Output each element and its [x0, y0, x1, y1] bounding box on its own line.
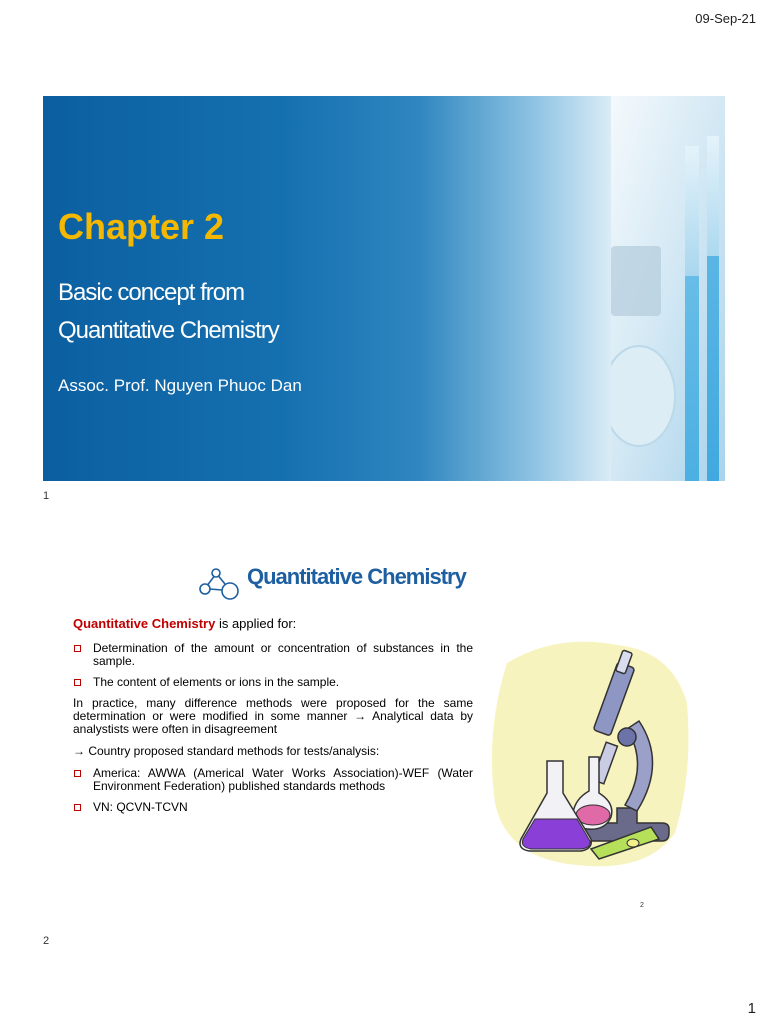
slide-number-2: 2 — [43, 935, 50, 947]
author-name: Assoc. Prof. Nguyen Phuoc Dan — [58, 376, 302, 395]
list-item — [73, 676, 473, 689]
title-slide — [43, 96, 725, 481]
page-number: 1 — [747, 1000, 756, 1017]
list-item — [73, 767, 473, 793]
subtitle-line-2: Quantitative Chemistry — [58, 317, 279, 344]
intro-text: is applied for: — [215, 616, 297, 631]
slide-number-1: 1 — [43, 490, 50, 502]
slide-subtitle — [58, 274, 279, 350]
slide-body — [73, 617, 473, 822]
lab-glassware-photo — [611, 96, 725, 481]
paragraph: In practice, many difference methods were proposed for the same determination or were modified in some manner → Analytical data by analystists were often in disagreement — [73, 696, 473, 736]
slide-inner-number: 2 — [640, 902, 644, 909]
list-item-text: The content of elements or ions in the sample. — [93, 675, 340, 689]
intro-highlight: Quantitative Chemistry — [73, 616, 216, 631]
square-bullet-icon — [74, 804, 81, 811]
square-bullet-icon — [74, 679, 81, 686]
microscope-flasks-clipart — [487, 633, 693, 873]
list-item-text: America: AWWA (Americal Water Works Association)-WEF (Water Environment Federation) published standards methods — [93, 766, 473, 793]
chapter-title: Chapter 2 — [58, 206, 225, 247]
slide-heading: Quantitative Chemistry — [247, 564, 466, 589]
page-date: 09-Sep-21 — [695, 11, 756, 26]
list-item-text: Determination of the amount or concentration of substances in the sample. — [93, 641, 473, 668]
list-item — [73, 801, 473, 814]
square-bullet-icon — [74, 770, 81, 777]
square-bullet-icon — [74, 645, 81, 652]
intro-line — [73, 617, 473, 630]
list-item-text: VN: QCVN-TCVN — [93, 800, 188, 814]
molecule-icon — [197, 566, 241, 602]
paragraph: → Country proposed standard methods for tests/analysis: — [73, 744, 380, 758]
subtitle-line-1: Basic concept from — [58, 279, 245, 306]
list-item — [73, 642, 473, 668]
